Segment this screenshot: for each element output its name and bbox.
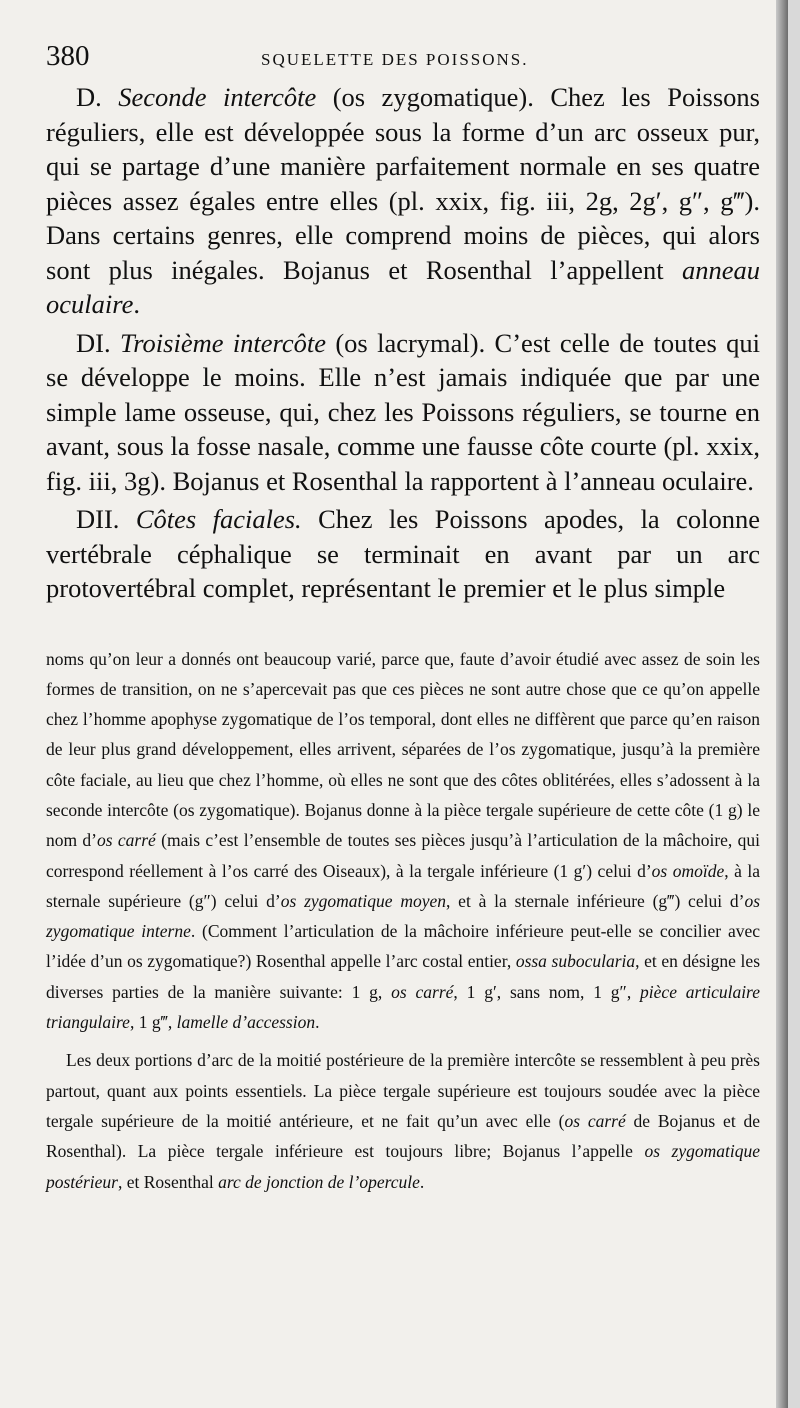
note-term: lamelle d’accession: [176, 1012, 316, 1033]
paragraph-cotes-faciales: [46, 502, 760, 606]
note-term: os carré: [391, 981, 454, 1002]
footnote-paragraph-2: [46, 1045, 760, 1196]
paragraph-seconde-intercote: [46, 80, 760, 322]
paragraph-title: Côtes faciales.: [135, 504, 302, 534]
running-head: SQUELETTE DES POISSONS.: [261, 50, 529, 69]
paragraph-number: D.: [76, 82, 102, 112]
note-text: de Bojanus et de Rosenthal). La pièce tergale inférieure est toujours libre; Bojanus l’appelle: [46, 1110, 761, 1162]
page-header: [46, 40, 760, 80]
paragraph-title: Troisième intercôte: [119, 327, 327, 358]
paragraph-number: DII.: [76, 504, 120, 534]
note-term: os carré: [564, 1110, 626, 1131]
page-number: 380: [46, 40, 90, 72]
note-text: noms qu’on leur a donnés ont beaucoup varié, parce que, faute d’avoir étudié avec assez de soin les formes de transition, on ne s’apercevait pas que ces pièces ne sont autre chose que ce qu’on appelle chez l’homme apophyse zygomatique de l’os temporal, dont elles ne diffèrent que parce qu’en raison de leur plus grand développement, elles arrivent, séparées de l’os zygomatique, jusqu’à la première côte faciale, au lieu que chez l’homme, où elles ne sont que des côtes oblitérées, elles s’adossent à la seconde intercôte (os zygomatique). Bojanus donne à la pièce tergale supérieure de cette côte (1 g) le nom d’: [46, 648, 760, 851]
note-text: .: [419, 1171, 425, 1192]
note-text: , 1 g′, sans nom, 1 g″,: [453, 981, 641, 1002]
note-text: Les deux portions d’arc de la moitié postérieure de la première intercôte se ressemblent à peu près partout, quant aux points essentiels. La pièce tergale supérieure est toujours soudée avec la pièce tergale supérieure de la moitié antérieure, et ne fait qu’un avec elle (: [46, 1050, 760, 1131]
main-text: [46, 80, 760, 606]
note-term: os carré: [97, 830, 156, 851]
page-edge-shadow: [776, 0, 788, 1408]
note-text: , et Rosenthal: [117, 1171, 219, 1192]
paragraph-text: (os zygomatique). Chez les Poissons réguliers, elle est développée sous la forme d’un arc osseux pur, qui se partage d’une manière parfaitement normale en ses quatre pièces assez égales entre elles (pl. xxix, fig. iii, 2g, 2g′, g″, g‴). Dans certains genres, elle comprend moins de pièces, qui alors sont plus inégales. Bojanus et Rosenthal l’appellent: [46, 82, 760, 285]
note-term: os zygomatique interne: [46, 890, 760, 942]
paragraph-text-end: .: [133, 289, 140, 319]
note-text: , à la sternale supérieure (g″) celui d’: [46, 860, 760, 911]
note-term: ossa subocularia: [515, 951, 636, 972]
paragraph-title: Seconde intercôte: [118, 82, 317, 112]
paragraph-text: Chez les Poissons apodes, la colonne vertébrale céphalique se terminait en avant par un arc protovertébral complet, représentant le premier et le plus simple: [46, 504, 760, 603]
paragraph-term: anneau oculaire: [46, 254, 760, 319]
paragraph-number: DI.: [76, 327, 111, 358]
paragraph-text: (os lacrymal). C’est celle de toutes qui se développe le moins. Elle n’est jamais indiquée que par une simple lame osseuse, qui, chez les Poissons réguliers, se tourne en avant, sous la fosse nasale, comme une fausse côte courte (pl. xxix, fig. iii, 3g). Bojanus et Rosenthal la rapportent à l’anneau oculaire.: [46, 327, 760, 496]
note-text: , et en désigne les diverses parties de la manière suivante: 1 g,: [46, 951, 760, 1002]
note-text: , 1 g‴,: [129, 1012, 177, 1033]
note-text: , et à la sternale inférieure (g‴) celui d’: [446, 890, 745, 911]
note-text: . (Comment l’articulation de la mâchoire inférieure peut-elle se concilier avec l’idée d’un os zygomatique?) Rosenthal appelle l’arc costal entier,: [46, 921, 760, 972]
note-term: os zygomatique moyen: [280, 890, 447, 911]
footnotes: [46, 644, 760, 1197]
paragraph-troisieme-intercote: [46, 326, 760, 499]
note-text: .: [315, 1012, 320, 1033]
note-term: os omoïde: [651, 860, 725, 881]
note-term: pièce articulaire triangulaire: [46, 981, 760, 1033]
footnote-paragraph-1: [46, 644, 760, 1038]
note-term: arc de jonction de l’opercule: [218, 1171, 420, 1192]
note-term: os zygomatique postérieur: [46, 1141, 760, 1192]
note-text: (mais c’est l’ensemble de toutes ses pièces jusqu’à l’articulation de la mâchoire, qui correspond réellement à l’os carré des Oiseaux), à la tergale inférieure (1 g′) celui d’: [46, 830, 760, 881]
